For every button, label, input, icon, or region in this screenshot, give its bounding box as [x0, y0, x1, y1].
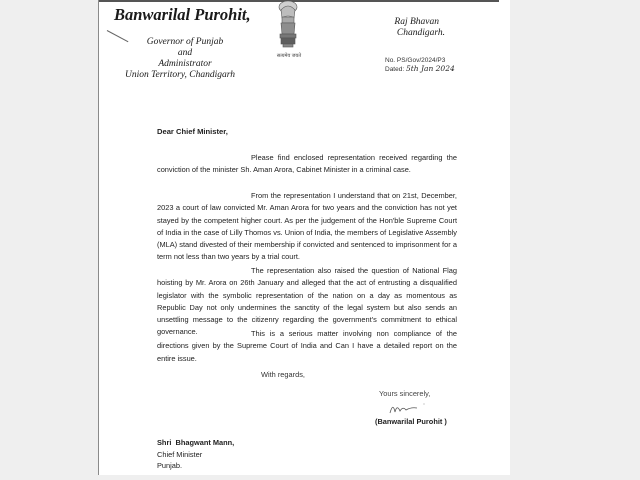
addressee-block — [157, 437, 234, 472]
title-line: Union Territory, Chandigarh — [124, 70, 236, 80]
title-line: Administrator — [158, 59, 212, 69]
emblem-caption: सत्यमेव जयते — [276, 53, 302, 59]
letterhead-title — [105, 37, 255, 81]
letterhead-name: Banwarilal Purohit, — [114, 5, 251, 24]
title-line: and — [177, 48, 193, 58]
title-line: Governor of Punjab — [146, 37, 224, 47]
signatory-name: (Banwarilal Purohit ) — [375, 417, 447, 426]
reference-date — [385, 65, 455, 74]
place-line: Raj Bhavan — [394, 17, 439, 27]
letterhead-place — [371, 17, 445, 39]
national-emblem-icon — [272, 0, 304, 58]
paragraph: From the representation I understand that on 21st, December, 2023 a court of law convicted Mr. Aman Arora for two years and the conviction has not yet stayed by the competent higher court. As per the judgement of the Hon'ble Supreme Court of India in the case of Lilly Thomos vs. Union of India, the members of Legislative Assembly (MLA) stand divested of their membership if convicted and sentenced to imprisonment for a term not less than two years by a trial court. — [157, 191, 457, 262]
addressee-designation: Chief Minister — [157, 449, 203, 459]
paragraph: Please find enclosed representation received regarding the conviction of the minister Sh. Aman Arora, Cabinet Minister in a criminal case. — [157, 153, 457, 175]
place-line: Chandigarh. — [396, 28, 445, 38]
reference-block — [385, 57, 455, 74]
addressee-name: Shri Bhagwant Mann, — [157, 438, 235, 447]
letter-page — [98, 0, 510, 475]
paragraph: The representation also raised the question of National Flag hoisting by Mr. Arora on 26th January and alleged that the act of entrusting a disqualified legislator with the symbolic representation of the nation on a day as momentous as Republic Day not only undermines the sanctity of the legal system but also sends an unsettling message to the citizenry regarding the government's commitment to ethical governance. — [157, 266, 457, 337]
addressee-place: Punjab. — [157, 461, 183, 470]
salutation: Dear Chief Minister, — [157, 127, 228, 136]
dated-label: Dated: — [385, 66, 405, 73]
paragraph: This is a serious matter involving non compliance of the directions given by the Supreme Court of India and Can I have a detailed report on the entire issue. — [157, 329, 457, 363]
regards: With regards, — [261, 370, 305, 379]
yours-sincerely: Yours sincerely, — [379, 389, 431, 398]
reference-number: No. PS/Gov/2024/P3 — [385, 57, 446, 64]
dated-value: 5th Jan 2024 — [405, 64, 455, 73]
signature-mark — [387, 400, 427, 416]
